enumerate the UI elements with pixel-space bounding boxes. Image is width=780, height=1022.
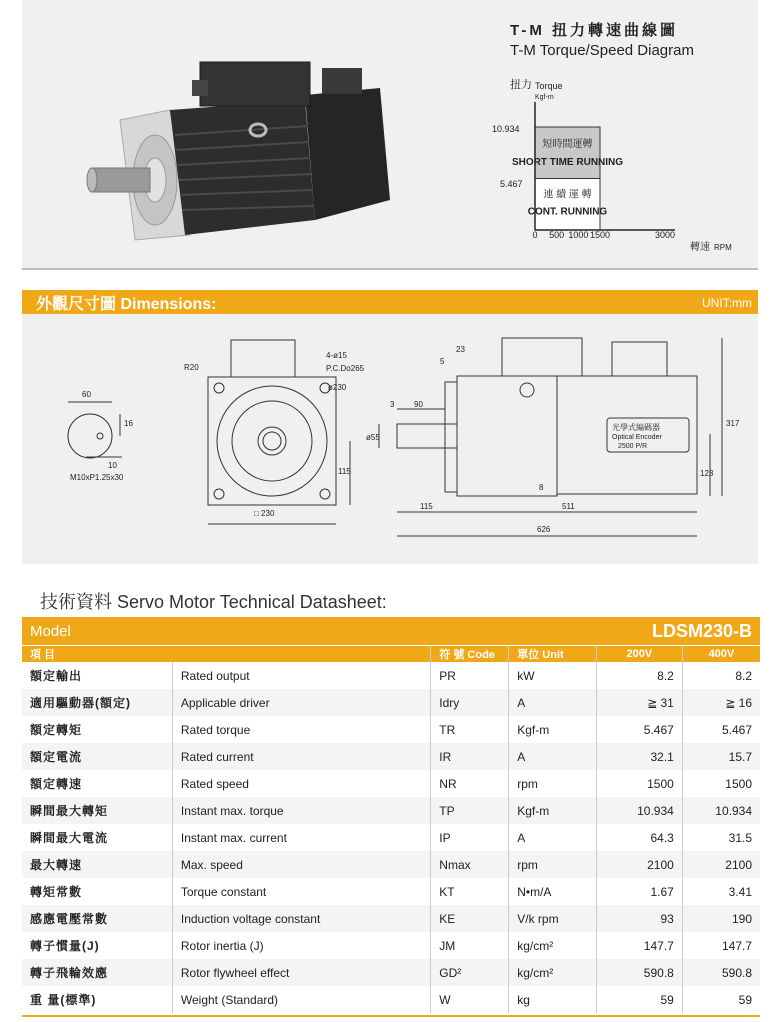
- item-code: IP: [431, 824, 509, 851]
- x-tick-2: 1000: [568, 230, 589, 240]
- y-label-en: Torque: [535, 81, 563, 91]
- item-unit: kW: [509, 662, 597, 689]
- header-200v: 200V: [596, 646, 682, 663]
- model-label: Model: [22, 617, 431, 646]
- item-name-en: Rotor flywheel effect: [172, 959, 430, 986]
- item-code: KE: [431, 905, 509, 932]
- table-row: [22, 851, 760, 878]
- item-code: KT: [431, 878, 509, 905]
- dim-230-circle: ø230: [328, 383, 347, 392]
- item-unit: N•m/A: [509, 878, 597, 905]
- value-200v: 10.934: [596, 797, 682, 824]
- tm-chart: [480, 70, 750, 260]
- item-name-en: Max. speed: [172, 851, 430, 878]
- item-unit: rpm: [509, 851, 597, 878]
- dim-115-horizontal: 115: [420, 502, 433, 511]
- value-200v: ≧ 31: [596, 689, 682, 716]
- dim-317: 317: [726, 419, 740, 428]
- tm-title-en: T-M Torque/Speed Diagram: [510, 42, 694, 59]
- item-name-en: Instant max. current: [172, 824, 430, 851]
- item-name-en: Rotor inertia (J): [172, 932, 430, 959]
- dim-pcd: P.C.Do265: [326, 364, 365, 373]
- value-200v: 5.467: [596, 716, 682, 743]
- table-row: [22, 716, 760, 743]
- dim-123: 123: [700, 469, 714, 478]
- value-400v: 59: [682, 986, 760, 1013]
- dim-5: 5: [440, 357, 445, 366]
- value-200v: 147.7: [596, 932, 682, 959]
- dim-holes: 4-ø15: [326, 351, 347, 360]
- bottom-rule: [22, 1015, 760, 1017]
- item-name-cn: 轉子慣量(J): [22, 932, 172, 959]
- model-value: LDSM230-B: [431, 617, 760, 646]
- short-time-area: [535, 127, 600, 179]
- y-tick-1: 5.467: [500, 179, 523, 189]
- dim-16: 16: [124, 419, 133, 428]
- x-tick-3: 1500: [589, 230, 611, 240]
- table-row: [22, 986, 760, 1013]
- dim-8: 8: [539, 483, 544, 492]
- value-200v: 590.8: [596, 959, 682, 986]
- item-code: TR: [431, 716, 509, 743]
- item-name-cn: 瞬間最大轉矩: [22, 797, 172, 824]
- table-row: [22, 743, 760, 770]
- item-name-en: Rated output: [172, 662, 430, 689]
- cont-label-en: CONT. RUNNING: [527, 206, 608, 218]
- item-unit: A: [509, 689, 597, 716]
- value-400v: 147.7: [682, 932, 760, 959]
- item-name-en: Weight (Standard): [172, 986, 430, 1013]
- x-tick-1: 500: [549, 230, 565, 240]
- item-name-cn: 額定電流: [22, 743, 172, 770]
- item-unit: kg: [509, 986, 597, 1013]
- table-row: [22, 824, 760, 851]
- encoder-label-en: Optical Encoder: [612, 434, 662, 441]
- dim-55: ø55: [366, 433, 380, 442]
- table-row: [22, 662, 760, 689]
- table-row: [22, 770, 760, 797]
- item-unit: Kgf-m: [509, 797, 597, 824]
- header-item: 項 目: [22, 646, 431, 663]
- header-code: 符 號 Code: [431, 646, 509, 663]
- short-time-label-cn: 短時間運轉: [542, 139, 593, 150]
- item-name-en: Rated current: [172, 743, 430, 770]
- item-name-cn: 轉子飛輪效應: [22, 959, 172, 986]
- item-name-en: Rated torque: [172, 716, 430, 743]
- table-row: [22, 878, 760, 905]
- value-200v: 1500: [596, 770, 682, 797]
- tm-title-cn: T-M 扭力轉速曲線圖: [510, 22, 678, 39]
- table-row: [22, 689, 760, 716]
- model-row: [22, 617, 760, 646]
- table-row: [22, 905, 760, 932]
- item-code: GD²: [431, 959, 509, 986]
- dim-626: 626: [537, 525, 551, 534]
- table-header-row: [22, 646, 760, 663]
- y-unit: Kgf-m: [535, 94, 554, 101]
- x-label-cn: 轉速: [690, 242, 710, 253]
- item-name-en: Instant max. torque: [172, 797, 430, 824]
- value-400v: 31.5: [682, 824, 760, 851]
- dim-115-vertical: 115: [338, 467, 351, 476]
- dim-r20: R20: [184, 363, 199, 372]
- dimension-drawing: [22, 314, 758, 564]
- value-200v: 59: [596, 986, 682, 1013]
- value-400v: 10.934: [682, 797, 760, 824]
- dimensions-unit: UNIT:mm: [702, 296, 752, 310]
- y-tick-0: 10.934: [492, 124, 520, 134]
- header-400v: 400V: [682, 646, 760, 663]
- item-name-en: Applicable driver: [172, 689, 430, 716]
- item-unit: V/k rpm: [509, 905, 597, 932]
- item-code: PR: [431, 662, 509, 689]
- value-200v: 93: [596, 905, 682, 932]
- item-name-cn: 瞬間最大電流: [22, 824, 172, 851]
- item-name-en: Torque constant: [172, 878, 430, 905]
- item-code: IR: [431, 743, 509, 770]
- item-name-cn: 額定轉矩: [22, 716, 172, 743]
- dim-23: 23: [456, 345, 465, 354]
- value-400v: 1500: [682, 770, 760, 797]
- item-code: JM: [431, 932, 509, 959]
- item-name-cn: 最大轉速: [22, 851, 172, 878]
- cont-running-area: [535, 179, 600, 231]
- item-name-cn: 感應電壓常數: [22, 905, 172, 932]
- item-name-cn: 額定輸出: [22, 662, 172, 689]
- item-name-cn: 轉矩常數: [22, 878, 172, 905]
- value-200v: 8.2: [596, 662, 682, 689]
- table-row: [22, 959, 760, 986]
- dim-10: 10: [108, 461, 117, 470]
- datasheet-title: 技術資料 Servo Motor Technical Datasheet:: [40, 592, 387, 612]
- item-name-en: Rated speed: [172, 770, 430, 797]
- dim-511: 511: [562, 502, 575, 511]
- value-400v: ≧ 16: [682, 689, 760, 716]
- value-400v: 3.41: [682, 878, 760, 905]
- item-name-cn: 重 量(標準): [22, 986, 172, 1013]
- dimensions-title: 外觀尺寸圖 Dimensions:: [36, 296, 217, 313]
- item-code: TP: [431, 797, 509, 824]
- value-200v: 64.3: [596, 824, 682, 851]
- short-time-label-en: SHORT TIME RUNNING: [511, 157, 624, 168]
- y-label-cn: 扭力: [510, 79, 532, 91]
- x-unit: RPM: [714, 243, 732, 252]
- x-tick-0: 0: [532, 230, 538, 240]
- dim-3: 3: [390, 400, 395, 409]
- dim-90: 90: [414, 400, 423, 409]
- value-200v: 32.1: [596, 743, 682, 770]
- value-400v: 590.8: [682, 959, 760, 986]
- item-unit: kg/cm²: [509, 932, 597, 959]
- item-code: NR: [431, 770, 509, 797]
- item-code: W: [431, 986, 509, 1013]
- item-unit: kg/cm²: [509, 959, 597, 986]
- table-row: [22, 932, 760, 959]
- item-name-en: Induction voltage constant: [172, 905, 430, 932]
- item-name-cn: 適用驅動器(額定): [22, 689, 172, 716]
- value-200v: 1.67: [596, 878, 682, 905]
- value-400v: 190: [682, 905, 760, 932]
- table-row: [22, 797, 760, 824]
- value-200v: 2100: [596, 851, 682, 878]
- value-400v: 15.7: [682, 743, 760, 770]
- item-unit: A: [509, 743, 597, 770]
- encoder-label-cn: 光學式編碼器: [612, 423, 660, 432]
- cont-label-cn: 連 續 運 轉: [543, 189, 592, 201]
- item-unit: rpm: [509, 770, 597, 797]
- spec-table: [22, 617, 760, 1013]
- x-tick-4: 3000: [654, 230, 676, 240]
- item-unit: A: [509, 824, 597, 851]
- dim-230: □ 230: [254, 509, 275, 518]
- header-unit: 單位 Unit: [509, 646, 597, 663]
- value-400v: 2100: [682, 851, 760, 878]
- item-code: Nmax: [431, 851, 509, 878]
- dim-thread: M10xP1.25x30: [70, 473, 124, 482]
- servo-motor-photo: [80, 40, 420, 255]
- dim-60: 60: [82, 390, 91, 399]
- item-name-cn: 額定轉速: [22, 770, 172, 797]
- encoder-label-pr: 2500 P/R: [618, 443, 648, 450]
- item-code: Idry: [431, 689, 509, 716]
- item-unit: Kgf-m: [509, 716, 597, 743]
- value-400v: 5.467: [682, 716, 760, 743]
- value-400v: 8.2: [682, 662, 760, 689]
